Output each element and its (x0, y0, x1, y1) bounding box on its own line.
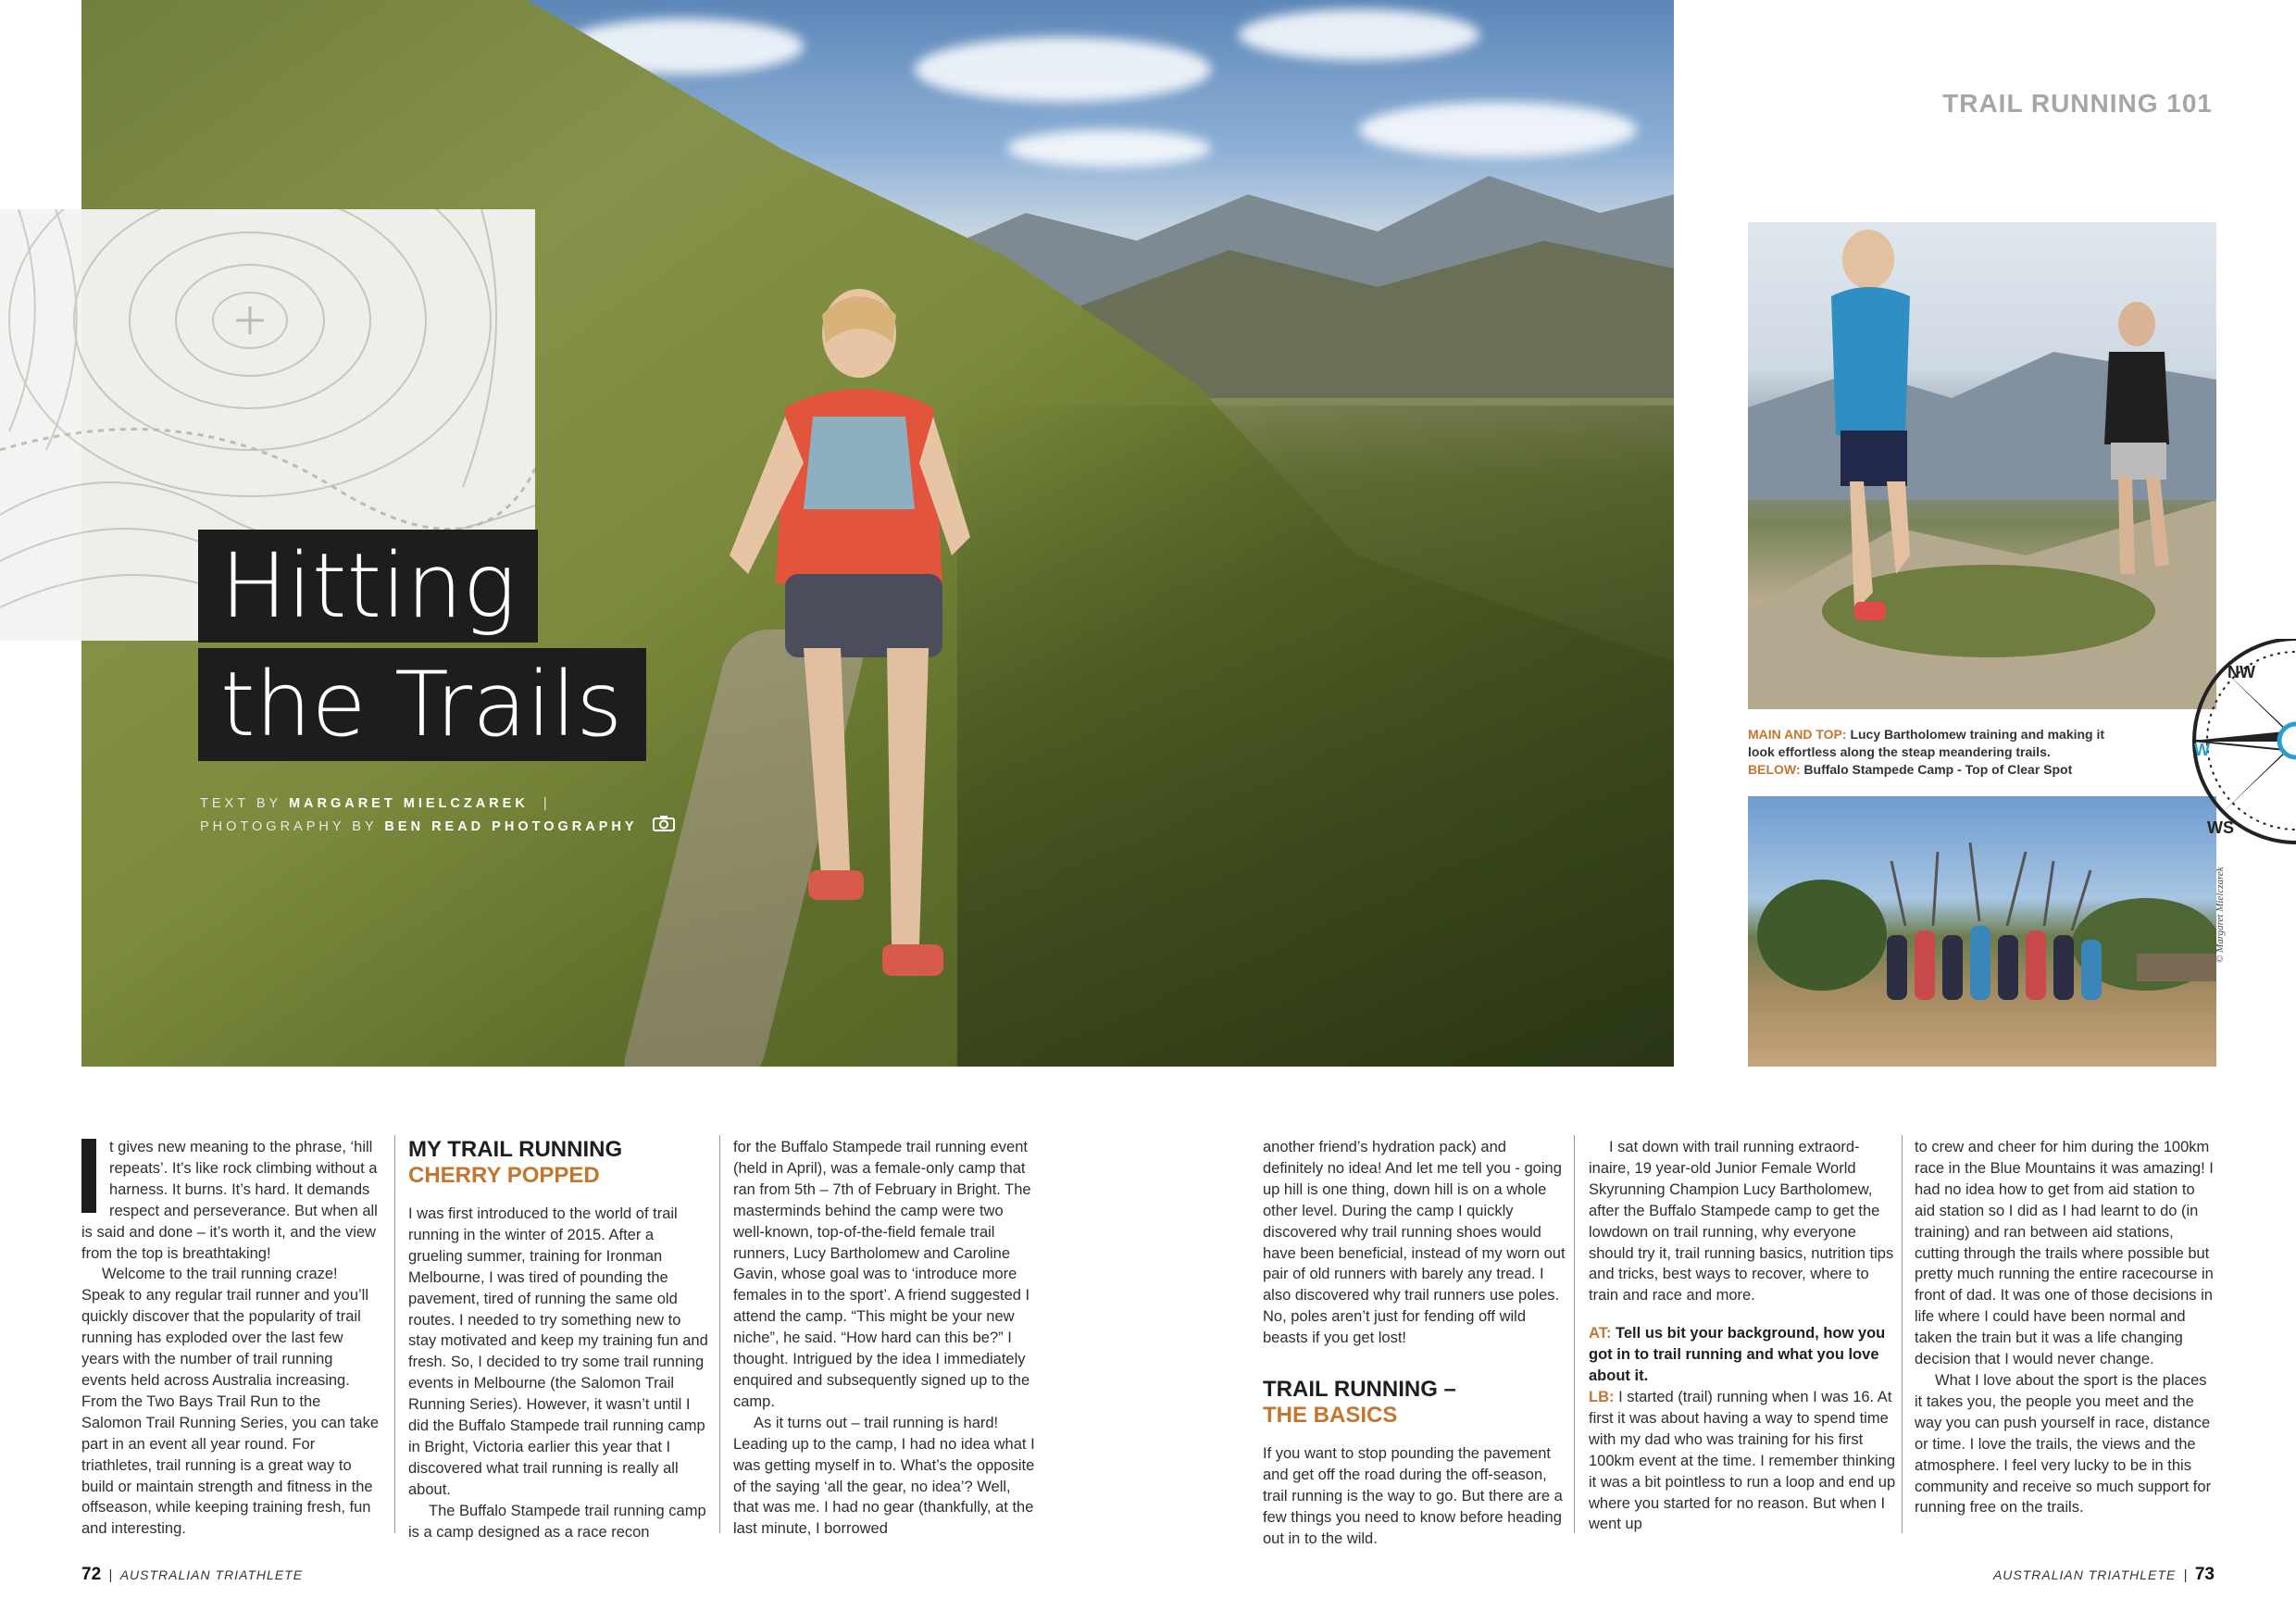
runner-figure (720, 278, 998, 1037)
column-6 (1915, 1137, 2216, 1518)
question-text: Tell us bit your background, how you got in to trail running and what you love about it. (1589, 1325, 1886, 1385)
interview-answer (1589, 1387, 1896, 1535)
column-divider (1574, 1135, 1575, 1533)
paragraph: I sat down with trail running extraord-inaire, 19 year-old Junior Female World Skyrunning Champion Lucy Bartholomew, after the Buffalo Stampede camp to get the lowdown on trail running, why everyone should try it, trail running basics, nutrition tips and tricks, best ways to recover, where to train and race and more. (1589, 1139, 1894, 1305)
column-1 (81, 1137, 380, 1540)
caption-label-main: MAIN AND TOP: (1748, 727, 1847, 742)
subhead-line2: THE BASICS (1263, 1403, 1398, 1429)
paragraph: Welcome to the trail running craze! Speak to any regular trail runner and you’ll quickly discover that the popularity of trail running has exploded over the last few years with the number of trail running events held across Australia increasing. From the Two Bays Trail Run to the Salomon Trail Running Series, you can take part in an event all year round. For triathletes, trail running is a great way to build or maintain strength and fitness in the offseason, while keeping training fresh, fun and interesting. (81, 1266, 380, 1538)
section-header: TRAIL RUNNING 101 (1942, 89, 2213, 118)
byline: TEXT BY MARGARET MIELCZAREK | PHOTOGRAPHY BY BEN READ PHOTOGRAPHY (200, 793, 675, 839)
compass-rose-icon (2174, 639, 2296, 870)
subhead-basics (1263, 1377, 1566, 1429)
caption-text-below: Buffalo Stampede Camp - Top of Clear Spot (1803, 762, 2073, 777)
subhead-cherry-popped (408, 1137, 708, 1189)
compass-label-ws: WS (2207, 818, 2234, 837)
photo-caption (1748, 726, 2118, 779)
photo-group-camp (1748, 796, 2216, 1067)
paragraph: to crew and cheer for him during the 100km race in the Blue Mountains it was amazing! I had no idea how to get from aid station to aid station so I did as I had learnt to do (in training) and ran between aid stations, cutting through the trails where possible but pretty much running the entire racecourse in front of dad. It was one of those decisions in life where I could have been normal and taken the train but it was a life changing decision that I would never change. (1915, 1139, 2214, 1368)
folio-right: AUSTRALIAN TRIATHLETE | 73 (1992, 1565, 2215, 1584)
answer-text: I started (trail) running when I was 16. At first it was about having a way to spend time with my dad who was training for his first 100km event at the time. I remember thinking it was a bit pointless to run a loop and end up where you started for no reason. But when I went up (1589, 1388, 1896, 1533)
publication-left: AUSTRALIAN TRIATHLETE (119, 1567, 304, 1582)
column-3 (733, 1137, 1037, 1540)
caption-label-below: BELOW: (1748, 762, 1801, 777)
subhead-line2: CHERRY POPPED (408, 1163, 600, 1188)
page-number-left: 72 (81, 1565, 102, 1584)
byline-author: MARGARET MIELCZAREK (288, 796, 529, 811)
photo-two-runners (1748, 222, 2216, 709)
answer-label: LB: (1589, 1388, 1615, 1405)
paragraph: The Buffalo Stampede trail running camp is a camp designed as a race recon (408, 1502, 706, 1541)
column-4 (1263, 1137, 1566, 1550)
compass-label-nw: NW (2227, 663, 2255, 681)
column-divider (1902, 1135, 1903, 1533)
paragraph: I was first introduced to the world of trail running in the winter of 2015. After a grueling summer, training for Ironman Melbourne, I was tired of pounding the pavement, tired of running the same old routes. I needed to try something new to stay motivated and keep my training fun and fresh. So, I decided to try some trail running events in Melbourne (the Salomon Trail Running Series). However, it wasn’t until I did the Buffalo Stampede trail running camp in Bright, Victoria earlier this year that I discovered what trail running is really all about. (408, 1205, 708, 1498)
byline-photo-label: PHOTOGRAPHY BY (200, 818, 378, 834)
interview-question (1589, 1323, 1896, 1387)
column-divider (394, 1135, 395, 1533)
intro-paragraph: t gives new meaning to the phrase, ‘hill repeats’. It’s like rock climbing without a harness. It burns. It’s hard. It demands respect and perseverance. But when all is said and done – it’s worth it, and the view from the top is breathtaking! (81, 1139, 378, 1262)
paragraph: another friend’s hydration pack) and definitely no idea! And let me tell you - going up hill is one thing, down hill is on a whole other level. During the camp I quickly discovered why trail running shoes would have been beneficial, instead of my worn out pair of old runners with barely any tread. I also discovered why trail runners use poles. No, poles aren’t just for fending off wild beasts if you get lost! (1263, 1139, 1566, 1347)
article-title-line2: the Trails (198, 648, 646, 761)
byline-photographer: BEN READ PHOTOGRAPHY (384, 818, 638, 834)
camera-icon (653, 815, 675, 839)
byline-text-label: TEXT BY (200, 796, 281, 811)
subhead-line1: MY TRAIL RUNNING (408, 1137, 623, 1162)
drop-cap (81, 1139, 96, 1213)
compass-label-w: W (2194, 741, 2210, 759)
paragraph: As it turns out – trail running is hard! Leading up to the camp, I had no idea what I was getting myself in to. What’s the opposite of the saying ‘all the gear, no idea’? Well, that was me. I had no gear (thankfully, at the last minute, I borrowed (733, 1414, 1035, 1538)
column-2 (408, 1137, 708, 1543)
article-title-line1: Hitting (198, 530, 538, 643)
caption-text-main: Lucy Bartholomew training and making it look effortless along the steap meandering trails. (1748, 727, 2105, 759)
paragraph: for the Buffalo Stampede trail running event (held in April), was a female-only camp that ran from 5th – 7th of February in Bright. The masterminds behind the camp were two well-known, top-of-the-field female trail runners, Lucy Bartholomew and Caroline Gavin, whose goal was to ‘introduce more females in to the sport’. A friend suggested I attend the camp. “This might be your new niche”, he said. “How hard can this be?” I thought. Intrigued by the idea I immediately enquired and subsequently signed up to the camp. (733, 1139, 1031, 1410)
subhead-line1: TRAIL RUNNING – (1263, 1377, 1456, 1403)
paragraph: What I love about the sport is the places it takes you, the people you meet and the way you can push yourself in race, distance or time. I love the trails, the views and the atmosphere. I feel very lucky to be in this community and receive so much support for running free on the trails. (1915, 1371, 2212, 1517)
column-5 (1589, 1137, 1896, 1535)
page-number-right: 73 (2194, 1565, 2215, 1584)
publication-right: AUSTRALIAN TRIATHLETE (1992, 1567, 2177, 1582)
column-divider (719, 1135, 720, 1533)
photo-credit: © Margaret Mielczarek (2215, 867, 2226, 963)
paragraph: If you want to stop pounding the pavement and get off the road during the off-season, trail running is the way to go. But there are a few things you need to know before heading out in to the wild. (1263, 1445, 1563, 1547)
folio-left: 72 | AUSTRALIAN TRIATHLETE (81, 1565, 304, 1584)
question-label: AT: (1589, 1325, 1612, 1342)
